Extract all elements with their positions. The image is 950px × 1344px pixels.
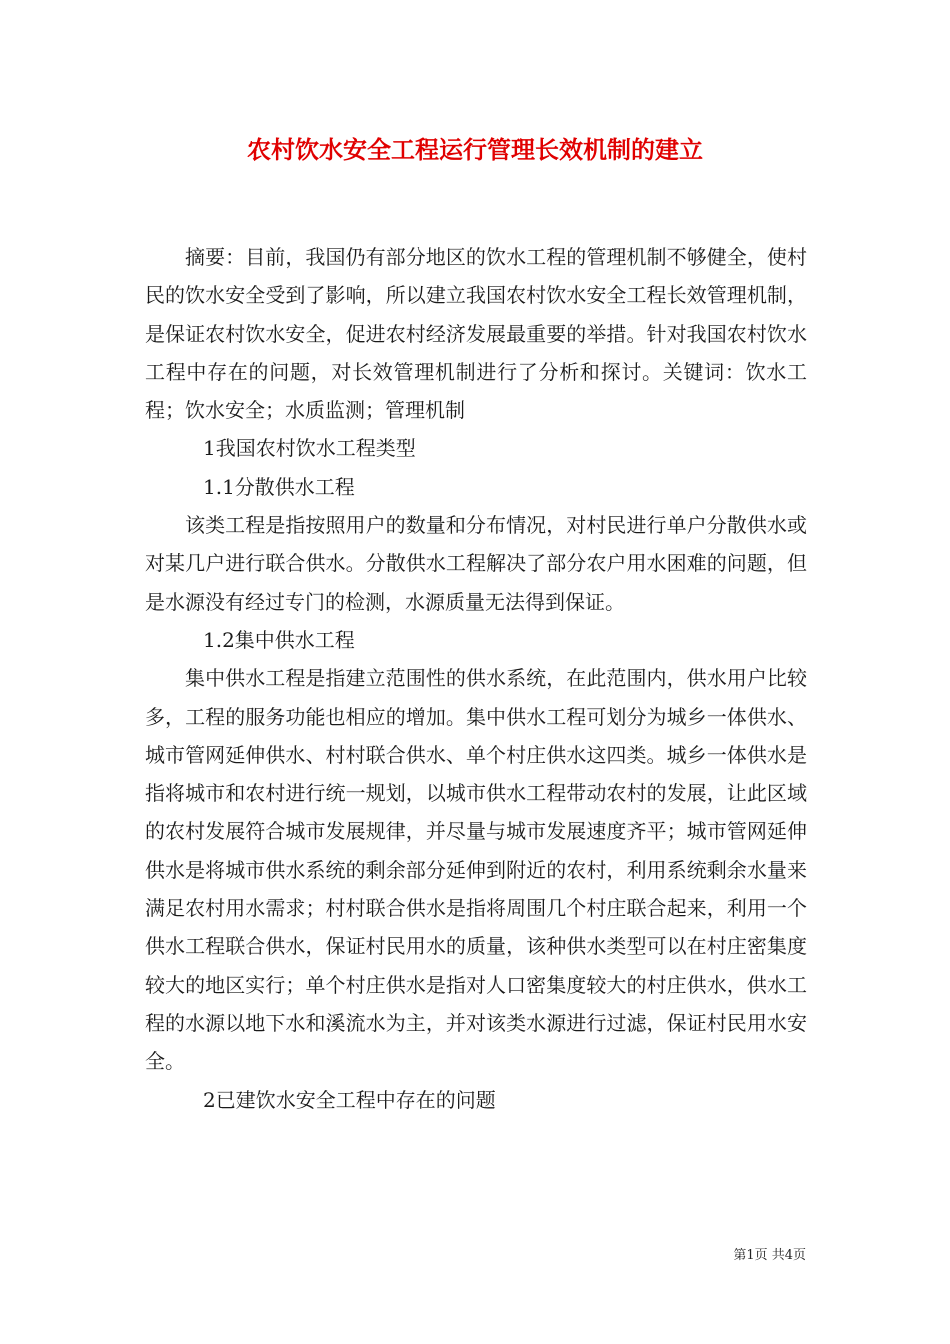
page-number-footer: 第1页 共4页 bbox=[733, 1248, 806, 1263]
abstract-paragraph: 摘要：目前，我国仍有部分地区的饮水工程的管理机制不够健全，使村民的饮水安全受到了影响，所以建立我国农村饮水安全工程长效管理机制，是保证农村饮水安全，促进农村经济发展最重要的举措。针对我国农村饮水工程中存在的问题，对长效管理机制进行了分析和探讨。关键词：饮水工程；饮水安全；水质监测；管理机制 bbox=[145, 245, 807, 423]
document-title: 农村饮水安全工程运行管理长效机制的建立 bbox=[247, 135, 703, 164]
body-paragraph: 该类工程是指按照用户的数量和分布情况，对村民进行单户分散供水或对某几户进行联合供水。分散供水工程解决了部分农户用水困难的问题，但是水源没有经过专门的检测，水源质量无法得到保证。 bbox=[145, 513, 807, 614]
subsection-heading: 1.2集中供水工程 bbox=[203, 627, 355, 652]
section-heading: 1我国农村饮水工程类型 bbox=[203, 436, 416, 461]
body-paragraph: 集中供水工程是指建立范围性的供水系统，在此范围内，供水用户比较多，工程的服务功能也相应的增加。集中供水工程可划分为城乡一体供水、城市管网延伸供水、村村联合供水、单个村庄供水这四类。城乡一体供水是指将城市和农村进行统一规划，以城市供水工程带动农村的发展，让此区域的农村发展符合城市发展规律，并尽量与城市发展速度齐平；城市管网延伸供水是将城市供水系统的剩余部分延伸到附近的农村，利用系统剩余水量来满足农村用水需求；村村联合供水是指将周围几个村庄联合起来，利用一个供水工程联合供水，保证村民用水的质量，该种供水类型可以在村庄密集度较大的地区实行；单个村庄供水是指对人口密集度较大的村庄供水，供水工程的水源以地下水和溪流水为主，并对该类水源进行过滤，保证村民用水安全。 bbox=[145, 666, 807, 1074]
subsection-heading: 1.1分散供水工程 bbox=[203, 474, 355, 499]
document-body bbox=[145, 238, 807, 1119]
section-heading: 2已建饮水安全工程中存在的问题 bbox=[203, 1087, 496, 1112]
